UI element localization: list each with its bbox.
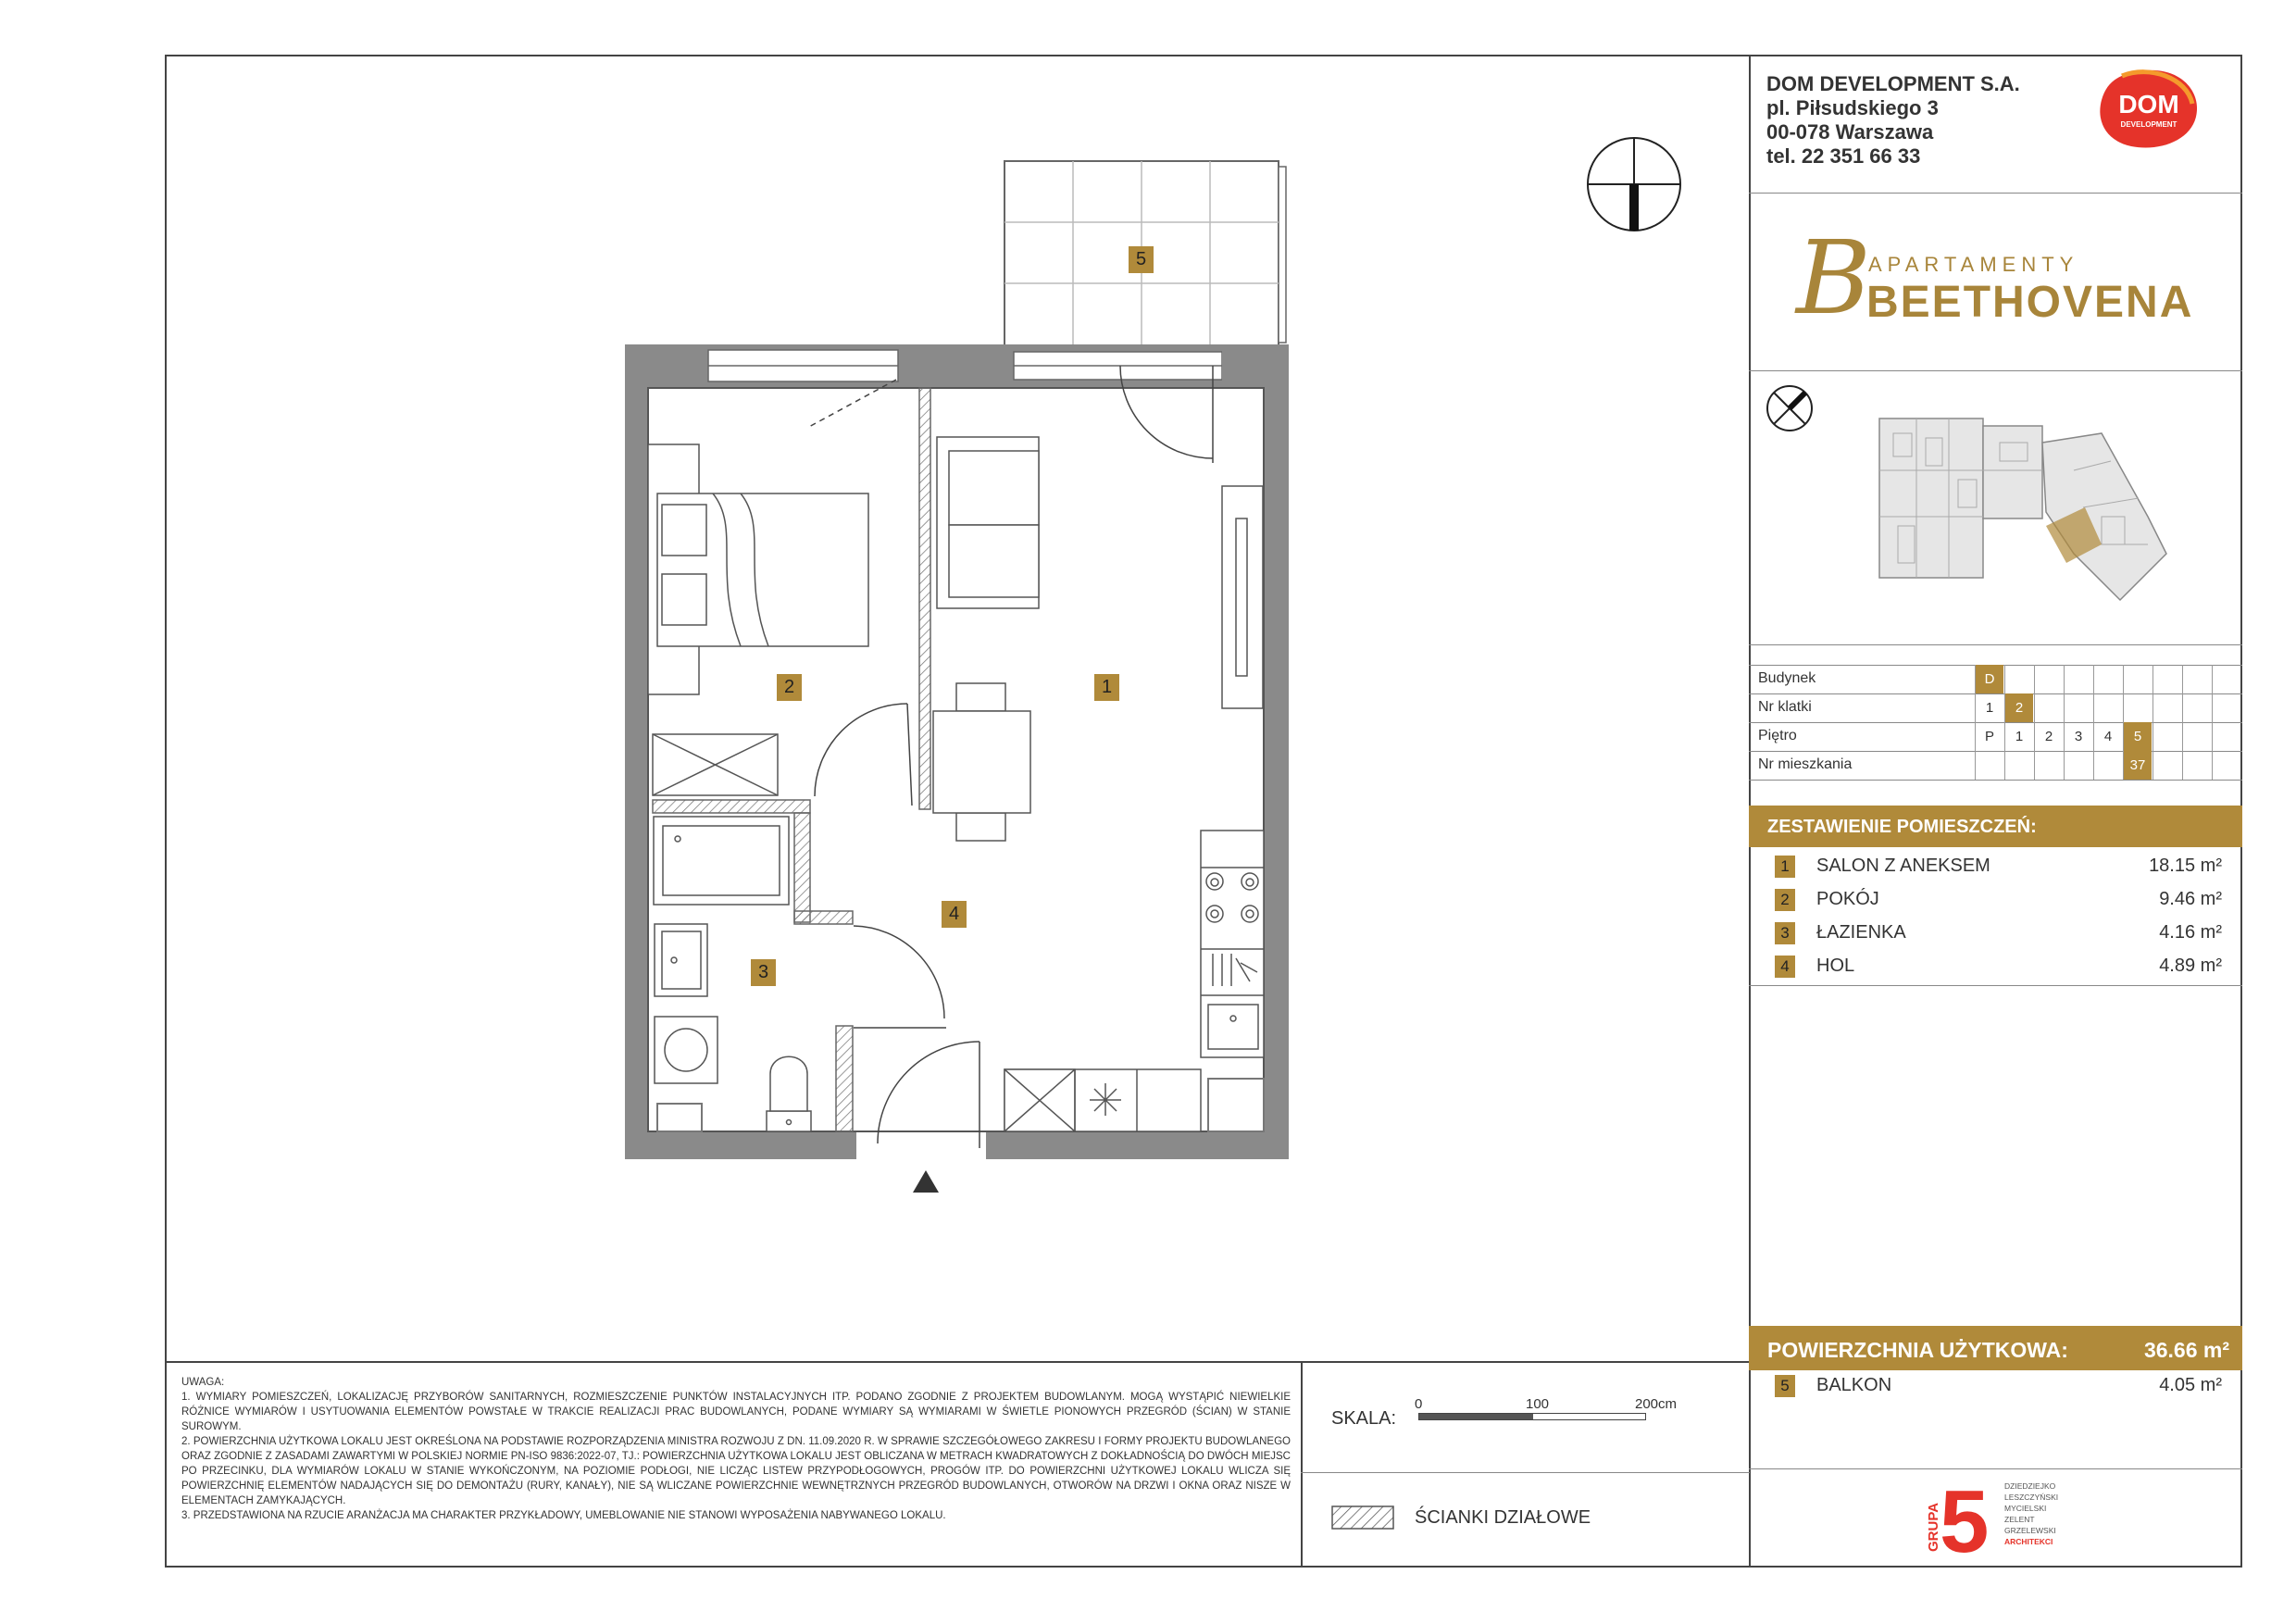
building-table-cell: 3 bbox=[2064, 722, 2092, 751]
building-table-label: Nr klatki bbox=[1758, 699, 1812, 715]
building-table-cell bbox=[2152, 722, 2181, 751]
wardrobe bbox=[653, 734, 778, 795]
building-table-cell bbox=[2152, 665, 2181, 693]
room-row bbox=[1766, 917, 2231, 950]
grupa-label: GRUPA bbox=[1926, 1502, 1941, 1552]
building-table-cell: 4 bbox=[2093, 722, 2122, 751]
building-table-cell: 1 bbox=[1975, 693, 2003, 722]
building-table-cell bbox=[1975, 751, 2003, 780]
company-name: DOM DEVELOPMENT S.A. bbox=[1766, 72, 2020, 95]
project-line1: APARTAMENTY bbox=[1868, 253, 2079, 276]
company-phone: tel. 22 351 66 33 bbox=[1766, 144, 1921, 168]
notes-heading: UWAGA: bbox=[181, 1377, 225, 1388]
company-divider bbox=[1749, 193, 2242, 194]
building-table-cell bbox=[2152, 693, 2181, 722]
scale-tick-0: 0 bbox=[1415, 1396, 1423, 1412]
room-num: 2 bbox=[1775, 889, 1795, 911]
room-num: 1 bbox=[1775, 856, 1795, 878]
architect-name: MYCIELSKI bbox=[2004, 1504, 2047, 1513]
building-table-cell bbox=[2034, 665, 2063, 693]
room-row bbox=[1766, 883, 2231, 917]
plan-label-hol: 4 bbox=[942, 901, 967, 928]
plan-label-balkon: 5 bbox=[1129, 246, 1154, 273]
company-address-2: 00-078 Warszawa bbox=[1766, 120, 1934, 144]
scale-tick-100: 100 bbox=[1526, 1396, 1550, 1412]
architect-name: ARCHITEKCI bbox=[2004, 1537, 2053, 1546]
dom-development-logo bbox=[2094, 67, 2203, 152]
building-table-cell bbox=[2182, 751, 2211, 780]
building-table-cell bbox=[2093, 693, 2122, 722]
usable-area-bar bbox=[1749, 1326, 2242, 1370]
balcony-name: BALKON bbox=[1816, 1375, 1892, 1395]
grupa-number: 5 bbox=[1940, 1480, 1990, 1555]
plan-label-salon: 1 bbox=[1094, 674, 1119, 701]
building-table-cell bbox=[2123, 665, 2152, 693]
keyplan-divider bbox=[1749, 644, 2242, 645]
plan-label-lazienka: 3 bbox=[751, 959, 776, 986]
architect-name: LESZCZYŃSKI bbox=[2004, 1493, 2059, 1502]
apartamenty-beethovena-logo bbox=[1787, 213, 2213, 333]
architect-name: GRZELEWSKI bbox=[2004, 1526, 2056, 1535]
room-name: SALON Z ANEKSEM bbox=[1816, 856, 1990, 876]
usable-area-label: POWIERZCHNIA UŻYTKOWA: bbox=[1767, 1338, 2068, 1362]
building-table-cell: 37 bbox=[2123, 751, 2152, 780]
rooms-header: ZESTAWIENIE POMIESZCZEŃ: bbox=[1767, 817, 2037, 837]
balcony-divider bbox=[1749, 1468, 2242, 1469]
building-table-cell bbox=[2004, 751, 2033, 780]
room-name: HOL bbox=[1816, 956, 1855, 976]
balcony-area: 4.05 m² bbox=[2159, 1375, 2222, 1395]
building-table-cell bbox=[2182, 693, 2211, 722]
project-line2: BEETHOVENA bbox=[1866, 278, 2194, 327]
building-table-cell: P bbox=[1975, 722, 2003, 751]
scale-divider bbox=[1301, 1361, 1303, 1568]
scale-tick-200: 200cm bbox=[1635, 1396, 1678, 1412]
room-area: 4.16 m² bbox=[2159, 922, 2222, 943]
company-address-1: pl. Piłsudskiego 3 bbox=[1766, 96, 1939, 119]
note-1: 1. WYMIARY POMIESZCZEŃ, LOKALIZACJĘ PRZYBORÓW SANITARNYCH, ROZMIESZCZENIE PUNKTÓW INSTALACYJNYCH ITP. PODANO ZGODNIE Z PROJEKTEM BUDOWLANYM. MOGĄ WYSTĄPIĆ NIEWIELKIE RÓŻNICE WYMIARÓW I USYTUOWANIA ELEMENTÓW POWSTAŁE W TRAKCIE REALIZACJI PRAC BUDOWLANYCH, PODANE WYMIARY SĄ WYMIARAMI W ŚWIETLE PIONOWYCH PRZEGRÓD (ŚCIAN) W STANIE SUROWYM. bbox=[181, 1392, 1291, 1432]
room-row bbox=[1766, 950, 2231, 983]
building-table-cell bbox=[2212, 722, 2240, 751]
balcony-num: 5 bbox=[1775, 1375, 1795, 1397]
building-table-cell bbox=[2064, 665, 2092, 693]
building-table-cell bbox=[2182, 665, 2211, 693]
building-table-cell bbox=[2212, 693, 2240, 722]
dom-logo-big: DOM bbox=[2118, 90, 2179, 119]
scale-bar bbox=[1418, 1413, 1646, 1420]
scale-bar-fill bbox=[1419, 1414, 1533, 1419]
building-table-cell: 2 bbox=[2004, 693, 2033, 722]
building-table-cell bbox=[2064, 693, 2092, 722]
balcony-row bbox=[1766, 1369, 2231, 1403]
building-table-cell bbox=[2064, 751, 2092, 780]
room-area: 18.15 m² bbox=[2149, 856, 2222, 876]
building-table-cell: D bbox=[1975, 665, 2003, 693]
legend-divider bbox=[1301, 1472, 1750, 1473]
building-table-cell bbox=[2093, 665, 2122, 693]
compass-icon bbox=[1583, 133, 1685, 235]
rooms-header-bar bbox=[1749, 806, 2242, 847]
partition-wall-legend-icon bbox=[1331, 1505, 1394, 1530]
room-name: ŁAZIENKA bbox=[1816, 922, 1906, 943]
floor-plan bbox=[611, 148, 1315, 1213]
scale-label: SKALA: bbox=[1331, 1408, 1397, 1429]
notes bbox=[181, 1375, 1291, 1523]
building-table-cell bbox=[2004, 665, 2033, 693]
plan-label-pokoj: 2 bbox=[777, 674, 802, 701]
building-table-cell bbox=[2034, 751, 2063, 780]
room-row bbox=[1766, 850, 2231, 883]
building-table-label: Budynek bbox=[1758, 670, 1816, 686]
note-2: 2. POWIERZCHNIA UŻYTKOWA LOKALU JEST OKREŚLONA NA PODSTAWIE ROZPORZĄDZENIA MINISTRA ROZWOJU Z DN. 11.09.2020 R. W SPRAWIE SZCZEGÓŁOWEGO ZAKRESU I FORMY PROJEKTU BUDOWLANEGO ORAZ ZGODNIE Z ZASADAMI ZAWARTYMI W POLSKIEJ NORMIE PN-ISO 9836:2022-07, TJ.: POWIERZCHNIA UŻYTKOWA LOKALU JEST OBLICZANA W METRACH KWADRATOWYCH Z DOKŁADNOŚCIĄ DO DWÓCH MIEJSC PO PRZECINKU, DLA WYMIARÓW LOKALU W STANIE WYKOŃCZONYM, NA POZIOMIE PODŁOGI, NIE LICZĄC LISTEW PRZYPODŁOGOWYCH, PROGÓW ITP. DO POWIERZCHNI UŻYTKOWEJ LOKALU WLICZA SIĘ POWIERZCHNIĘ ELEMENTÓW NADAJĄCYCH SIĘ DO DEMONTAŻU (RURY, KANAŁY), NIE SĄ WLICZANE POWIERZCHNIE WEWNĘTRZNYCH PRZEGRÓD BUDOWLANYCH, OTWORÓW NA DRZWI I OKNA ORAZ NISZE W ELEMENTACH ZAMYKAJĄCYCH. bbox=[181, 1436, 1291, 1506]
building-table-cell bbox=[2212, 751, 2240, 780]
room-area: 9.46 m² bbox=[2159, 889, 2222, 909]
building-key-plan bbox=[1870, 415, 2176, 609]
usable-area-value: 36.66 m² bbox=[2143, 1338, 2229, 1362]
grupa5-architects-logo bbox=[1921, 1480, 2106, 1555]
sofa bbox=[937, 437, 1039, 608]
footer-divider bbox=[165, 1361, 1751, 1363]
building-table-label: Piętro bbox=[1758, 728, 1797, 743]
building-table-cell bbox=[2123, 693, 2152, 722]
building-table-cell: 1 bbox=[2004, 722, 2033, 751]
keyplan-compass-icon bbox=[1765, 383, 1815, 433]
building-table-cell bbox=[2152, 751, 2181, 780]
building-table-label: Nr mieszkania bbox=[1758, 756, 1853, 772]
room-area: 4.89 m² bbox=[2159, 956, 2222, 976]
dom-logo-small: DEVELOPMENT bbox=[2120, 120, 2177, 129]
room-num: 3 bbox=[1775, 922, 1795, 944]
legend-label: ŚCIANKI DZIAŁOWE bbox=[1415, 1507, 1591, 1528]
note-3: 3. PRZEDSTAWIONA NA RZUCIE ARANŻACJA MA CHARAKTER PRZYKŁADOWY, UMEBLOWANIE NIE STANOWI WYPOSAŻENIA NABYWANEGO LOKALU. bbox=[181, 1510, 946, 1521]
building-table-cell bbox=[2212, 665, 2240, 693]
logo-divider bbox=[1749, 370, 2242, 371]
room-name: POKÓJ bbox=[1816, 889, 1879, 909]
entrance-arrow-icon bbox=[913, 1170, 939, 1193]
company-info bbox=[1766, 72, 2020, 169]
tv-cabinet bbox=[1222, 486, 1263, 708]
building-table-cell bbox=[2093, 751, 2122, 780]
architect-name: DZIEDZIEJKO bbox=[2004, 1481, 2056, 1491]
room-num: 4 bbox=[1775, 956, 1795, 978]
architect-name: ZELENT bbox=[2004, 1515, 2035, 1524]
project-monogram: B bbox=[1796, 219, 1871, 333]
building-table-cell bbox=[2182, 722, 2211, 751]
building-table-cell: 2 bbox=[2034, 722, 2063, 751]
building-table-cell: 5 bbox=[2123, 722, 2152, 751]
building-table-cell bbox=[2034, 693, 2063, 722]
